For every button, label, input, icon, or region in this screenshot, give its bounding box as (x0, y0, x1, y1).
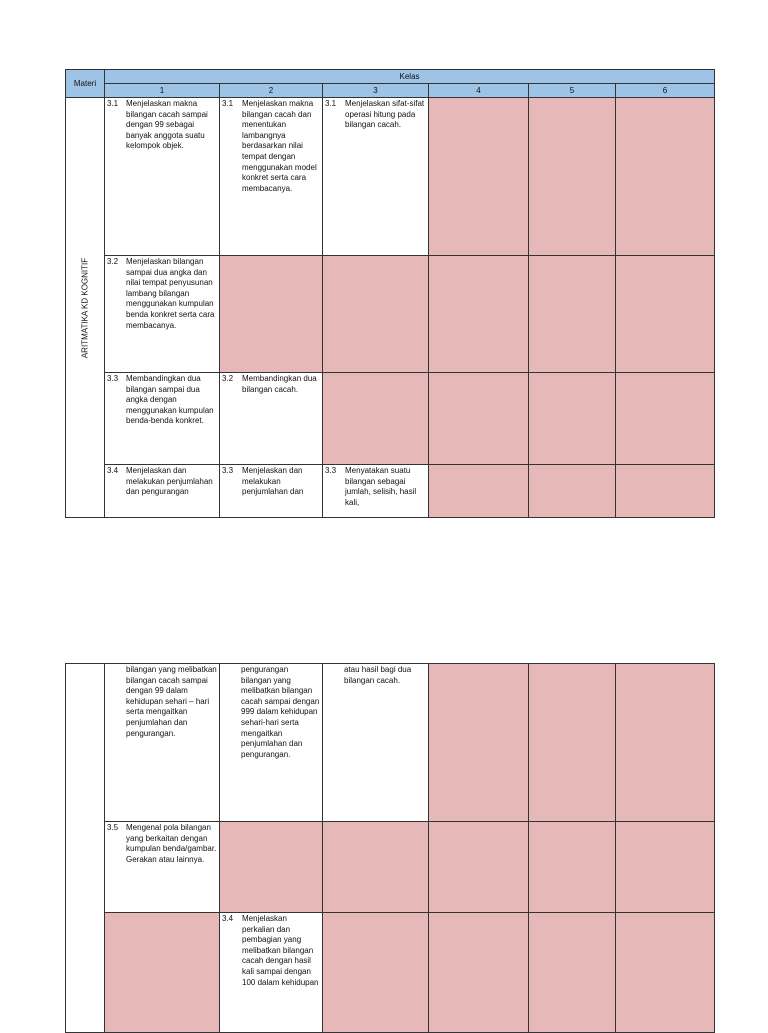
kd-number: 3.2 (107, 257, 119, 266)
materi-side-label: ARITMATIKA KD KOGNITIF (66, 98, 105, 518)
kd-number: 3.3 (107, 374, 119, 383)
empty-cell (616, 664, 715, 822)
kd-cell (323, 664, 429, 822)
header-grade-1: 1 (105, 84, 220, 98)
empty-cell (529, 98, 616, 256)
header-grade-6: 6 (616, 84, 715, 98)
empty-cell (323, 822, 429, 913)
empty-cell (616, 465, 715, 518)
kd-number: 3.1 (222, 99, 234, 108)
kd-cell (105, 256, 220, 373)
empty-cell (529, 256, 616, 373)
empty-cell (529, 664, 616, 822)
empty-cell (616, 373, 715, 465)
kd-number: 3.3 (222, 466, 234, 475)
empty-cell (429, 822, 529, 913)
kd-number: 3.4 (222, 914, 234, 923)
empty-cell (616, 913, 715, 1033)
kd-cell (220, 913, 323, 1033)
kd-text: Menjelaskan makna bilangan cacah dan menentukan lambangnya berdasarkan nilai tempat dengan menggunakan model konkret serta cara membacanya. (242, 99, 317, 193)
kd-text: Menjelaskan bilangan sampai dua angka dan nilai tempat penyusunan lambang bilangan menggunakan kumpulan benda konkret serta cara membacanya. (126, 257, 215, 330)
empty-cell (429, 256, 529, 373)
kd-text: Menjelaskan makna bilangan cacah sampai dengan 99 sebagai banyak anggota suatu kelompok objek. (126, 99, 208, 151)
empty-cell (105, 913, 220, 1033)
empty-cell (529, 822, 616, 913)
header-grade-3: 3 (323, 84, 429, 98)
kd-cell (105, 822, 220, 913)
kd-number: 3.5 (107, 823, 119, 832)
kd-cell (105, 373, 220, 465)
empty-cell (220, 822, 323, 913)
kd-text: Membandingkan dua bilangan cacah. (242, 374, 317, 394)
kd-cell (105, 465, 220, 518)
kd-cell (323, 465, 429, 518)
kd-text: Membandingkan dua bilangan sampai dua angka dengan menggunakan kumpulan benda-benda konkret. (126, 374, 214, 426)
kd-table-part-1 (65, 69, 715, 518)
kd-number: 3.4 (107, 466, 119, 475)
empty-cell (616, 98, 715, 256)
kd-cell (105, 664, 220, 822)
header-grade-4: 4 (429, 84, 529, 98)
kd-number: 3.2 (222, 374, 234, 383)
empty-cell (429, 373, 529, 465)
kd-number: 3.3 (325, 466, 337, 475)
empty-cell (429, 465, 529, 518)
header-grade-5: 5 (529, 84, 616, 98)
empty-cell (529, 465, 616, 518)
kd-text: Menjelaskan dan melakukan penjumlahan dan (242, 466, 304, 497)
kd-number: 3.1 (325, 99, 337, 108)
empty-cell (220, 256, 323, 373)
kd-text: Menjelaskan perkalian dan pembagian yang melibatkan bilangan cacah dengan hasil kali sampai dengan 100 dalam kehidupan (242, 914, 319, 987)
empty-cell (616, 256, 715, 373)
kd-number: 3.1 (107, 99, 119, 108)
empty-cell (529, 913, 616, 1033)
kd-text: pengurangan bilangan yang melibatkan bilangan cacah sampai dengan 999 dalam kehidupan sehari-hari serta mengaitkan penjumlahan dan pengurangan. (241, 665, 320, 759)
kd-text: bilangan yang melibatkan bilangan cacah sampai dengan 99 dalam kehidupan sehari – hari serta mengaitkan penjumlahan dan pengurangan. (126, 665, 217, 738)
kd-cell (220, 98, 323, 256)
header-kelas: Kelas (105, 70, 715, 84)
kd-text: Menyatakan suatu bilangan sebagai jumlah, selisih, hasil kali, (345, 466, 417, 507)
empty-cell (616, 822, 715, 913)
header-materi: Materi (66, 70, 105, 98)
empty-cell (429, 664, 529, 822)
empty-cell (323, 373, 429, 465)
kd-cell (220, 664, 323, 822)
kd-cell (220, 373, 323, 465)
empty-cell (429, 913, 529, 1033)
kd-table-part-2 (65, 663, 715, 1033)
kd-cell (220, 465, 323, 518)
kd-text: Menjelaskan dan melakukan penjumlahan dan pengurangan (126, 466, 213, 497)
empty-cell (323, 913, 429, 1033)
header-grade-2: 2 (220, 84, 323, 98)
materi-side-column (66, 664, 105, 1033)
empty-cell (529, 373, 616, 465)
kd-text: Mengenal pola bilangan yang berkaitan dengan kumpulan benda/gambar. Gerakan atau lainnya. (126, 823, 217, 864)
empty-cell (323, 256, 429, 373)
kd-text: Menjelaskan sifat-sifat operasi hitung pada bilangan cacah. (345, 99, 425, 130)
empty-cell (429, 98, 529, 256)
kd-cell (323, 98, 429, 256)
kd-cell (105, 98, 220, 256)
kd-text: atau hasil bagi dua bilangan cacah. (344, 665, 412, 685)
